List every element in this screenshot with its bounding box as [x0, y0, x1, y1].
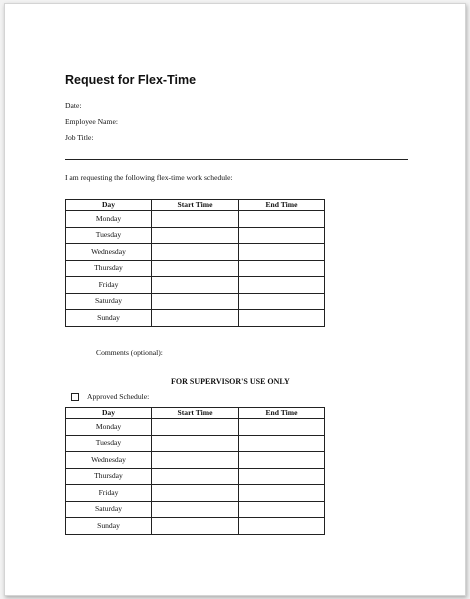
day-cell: Friday [66, 485, 152, 502]
start-time-cell[interactable] [152, 419, 239, 436]
form-title: Request for Flex-Time [65, 73, 197, 87]
end-time-cell[interactable] [239, 468, 325, 485]
start-time-cell[interactable] [152, 518, 239, 535]
table-header-row [66, 200, 325, 211]
table-row [66, 452, 325, 469]
end-time-column-header: End Time [239, 408, 325, 419]
start-time-cell[interactable] [152, 452, 239, 469]
table-row [66, 293, 325, 310]
requested-schedule-table [65, 199, 325, 327]
end-time-column-header: End Time [239, 200, 325, 211]
start-time-column-header: Start Time [152, 200, 239, 211]
end-time-cell[interactable] [239, 293, 325, 310]
day-cell: Wednesday [66, 452, 152, 469]
table-header-row [66, 408, 325, 419]
day-cell: Saturday [66, 293, 152, 310]
start-time-column-header: Start Time [152, 408, 239, 419]
end-time-cell[interactable] [239, 227, 325, 244]
day-cell: Friday [66, 277, 152, 294]
day-cell: Tuesday [66, 227, 152, 244]
day-cell: Sunday [66, 518, 152, 535]
table-row [66, 518, 325, 535]
start-time-cell[interactable] [152, 468, 239, 485]
end-time-cell[interactable] [239, 452, 325, 469]
table-row [66, 310, 325, 327]
start-time-cell[interactable] [152, 227, 239, 244]
table-row [66, 260, 325, 277]
day-cell: Thursday [66, 260, 152, 277]
approved-schedule-table [65, 407, 325, 535]
table-row [66, 485, 325, 502]
end-time-cell[interactable] [239, 260, 325, 277]
end-time-cell[interactable] [239, 518, 325, 535]
end-time-cell[interactable] [239, 435, 325, 452]
supervisor-section-heading: FOR SUPERVISOR'S USE ONLY [171, 377, 290, 386]
day-cell: Thursday [66, 468, 152, 485]
end-time-cell[interactable] [239, 485, 325, 502]
day-column-header: Day [66, 200, 152, 211]
job-title-label: Job Title: [65, 133, 94, 142]
day-cell: Tuesday [66, 435, 152, 452]
approved-checkbox[interactable] [71, 393, 79, 401]
start-time-cell[interactable] [152, 310, 239, 327]
start-time-cell[interactable] [152, 211, 239, 228]
table-row [66, 468, 325, 485]
approved-schedule-row [71, 392, 149, 401]
end-time-cell[interactable] [239, 211, 325, 228]
start-time-cell[interactable] [152, 501, 239, 518]
comments-label: Comments (optional): [96, 348, 163, 357]
day-column-header: Day [66, 408, 152, 419]
start-time-cell[interactable] [152, 277, 239, 294]
table-row [66, 244, 325, 261]
end-time-cell[interactable] [239, 277, 325, 294]
table-row [66, 211, 325, 228]
day-cell: Monday [66, 419, 152, 436]
end-time-cell[interactable] [239, 501, 325, 518]
document-page [4, 3, 466, 596]
day-cell: Monday [66, 211, 152, 228]
end-time-cell[interactable] [239, 419, 325, 436]
divider-line [65, 159, 408, 160]
day-cell: Sunday [66, 310, 152, 327]
day-cell: Saturday [66, 501, 152, 518]
table-row [66, 277, 325, 294]
start-time-cell[interactable] [152, 293, 239, 310]
table-row [66, 419, 325, 436]
start-time-cell[interactable] [152, 260, 239, 277]
end-time-cell[interactable] [239, 310, 325, 327]
table-row [66, 227, 325, 244]
start-time-cell[interactable] [152, 485, 239, 502]
day-cell: Wednesday [66, 244, 152, 261]
intro-text: I am requesting the following flex-time work schedule: [65, 173, 233, 182]
start-time-cell[interactable] [152, 435, 239, 452]
employee-name-label: Employee Name: [65, 117, 118, 126]
table-row [66, 435, 325, 452]
table-row [66, 501, 325, 518]
start-time-cell[interactable] [152, 244, 239, 261]
end-time-cell[interactable] [239, 244, 325, 261]
approved-schedule-label: Approved Schedule: [87, 392, 150, 401]
date-label: Date: [65, 101, 82, 110]
